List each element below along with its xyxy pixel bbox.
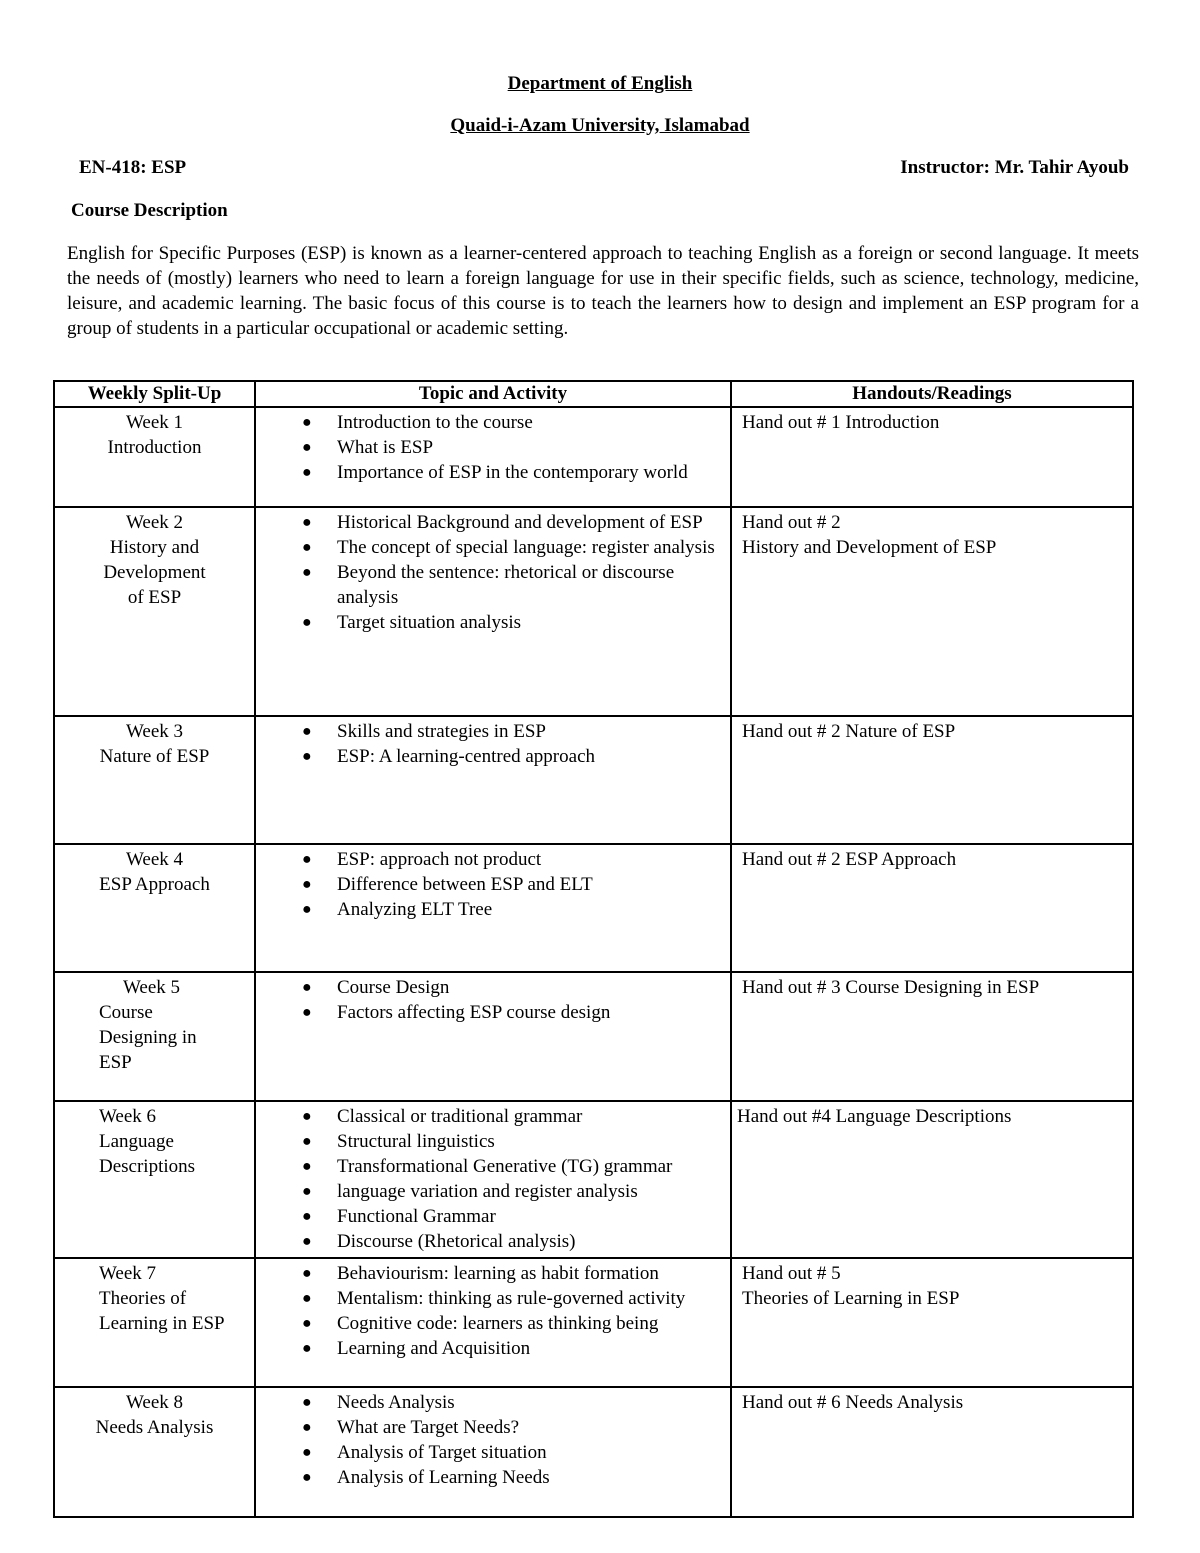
week-cell xyxy=(54,1387,255,1517)
week-cell xyxy=(54,407,255,507)
week-number: Week 2 xyxy=(125,512,184,533)
list-item: ● Course Design xyxy=(302,977,450,998)
handout-cell xyxy=(731,1258,1133,1387)
handout-line: Theories of Learning in ESP xyxy=(742,1288,960,1309)
table-row xyxy=(54,1101,1133,1258)
bullet-icon: ● xyxy=(302,1444,312,1461)
week-title: Needs Analysis xyxy=(95,1417,214,1438)
week-title: Nature of ESP xyxy=(99,746,210,767)
week-number: Week 5 xyxy=(123,977,181,998)
list-item: ● What is ESP xyxy=(302,437,434,458)
list-item: ● Analysis of Target situation xyxy=(302,1442,547,1463)
week-number: Week 6 xyxy=(99,1106,157,1127)
bullet-icon: ● xyxy=(302,514,312,531)
handout-cell xyxy=(731,407,1133,507)
handout-line: Hand out # 2 ESP Approach xyxy=(742,849,957,870)
list-item: ● Structural linguistics xyxy=(302,1131,495,1152)
week-cell xyxy=(54,1101,255,1258)
bullet-icon: ● xyxy=(302,979,312,996)
department-heading: Department of English xyxy=(507,73,693,94)
list-item: ● Classical or traditional grammar xyxy=(302,1106,583,1127)
topic-cell xyxy=(255,1387,731,1517)
handout-cell xyxy=(731,844,1133,972)
table-row xyxy=(54,1258,1133,1387)
week-cell xyxy=(54,507,255,716)
list-item: ● Analysis of Learning Needs xyxy=(302,1467,550,1488)
list-item: ● Beyond the sentence: rhetorical or discourse analysis xyxy=(302,562,675,608)
list-item: ● Learning and Acquisition xyxy=(302,1338,531,1359)
bullet-icon: ● xyxy=(302,1340,312,1357)
week-title: Theories of Learning in ESP xyxy=(99,1288,225,1334)
list-item: ● Functional Grammar xyxy=(302,1206,496,1227)
bullet-icon: ● xyxy=(302,1183,312,1200)
bullet-icon: ● xyxy=(302,748,312,765)
week-number: Week 4 xyxy=(125,849,184,870)
table-row xyxy=(54,844,1133,972)
course-description-heading: Course Description xyxy=(71,200,228,221)
table-header-row xyxy=(54,381,1133,407)
list-item: ● Skills and strategies in ESP xyxy=(302,721,546,742)
header-weekly-split-up: Weekly Split-Up xyxy=(54,381,255,407)
week-title: Introduction xyxy=(107,437,202,458)
topic-cell xyxy=(255,407,731,507)
handout-line: Hand out # 6 Needs Analysis xyxy=(742,1392,964,1413)
bullet-icon: ● xyxy=(302,1290,312,1307)
handout-line: Hand out # 2 xyxy=(742,512,841,533)
topic-cell xyxy=(255,716,731,844)
topic-cell xyxy=(255,1101,731,1258)
table-row xyxy=(54,1387,1133,1517)
bullet-icon: ● xyxy=(302,564,312,581)
table-row xyxy=(54,407,1133,507)
week-title: Language Descriptions xyxy=(99,1131,196,1177)
table-row xyxy=(54,507,1133,716)
bullet-icon: ● xyxy=(302,539,312,556)
bullet-icon: ● xyxy=(302,901,312,918)
handout-line: Hand out # 2 Nature of ESP xyxy=(742,721,956,742)
bullet-icon: ● xyxy=(302,439,312,456)
week-cell xyxy=(54,844,255,972)
bullet-icon: ● xyxy=(302,464,312,481)
week-cell xyxy=(54,1258,255,1387)
handout-line: Hand out # 3 Course Designing in ESP xyxy=(742,977,1040,998)
list-item: ● Analyzing ELT Tree xyxy=(302,899,493,920)
list-item: ● Target situation analysis xyxy=(302,612,522,633)
list-item: ● ESP: approach not product xyxy=(302,849,542,870)
topic-cell xyxy=(255,972,731,1101)
list-item: ● Needs Analysis xyxy=(302,1392,455,1413)
week-number: Week 1 xyxy=(125,412,184,433)
week-title: History and Development of ESP xyxy=(103,537,206,608)
handout-line: Hand out # 5 xyxy=(742,1263,841,1284)
instructor-name: Instructor: Mr. Tahir Ayoub xyxy=(900,157,1129,178)
week-number: Week 3 xyxy=(125,721,184,742)
list-item: ● Mentalism: thinking as rule-governed activity xyxy=(302,1288,686,1309)
list-item: ● language variation and register analysis xyxy=(302,1181,638,1202)
course-code: EN-418: ESP xyxy=(79,157,187,178)
bullet-icon: ● xyxy=(302,414,312,431)
list-item: ● What are Target Needs? xyxy=(302,1417,520,1438)
list-item: ● Importance of ESP in the contemporary world xyxy=(302,462,688,483)
bullet-icon: ● xyxy=(302,614,312,631)
week-cell xyxy=(54,972,255,1101)
course-info-line xyxy=(79,157,1129,179)
handout-line: History and Development of ESP xyxy=(742,537,997,558)
handout-cell xyxy=(731,972,1133,1101)
bullet-icon: ● xyxy=(302,1208,312,1225)
handout-cell xyxy=(731,716,1133,844)
header-handouts-readings: Handouts/Readings xyxy=(731,381,1133,407)
handout-line: Hand out #4 Language Descriptions xyxy=(737,1106,1012,1127)
bullet-icon: ● xyxy=(302,1315,312,1332)
header-topic-activity: Topic and Activity xyxy=(255,381,731,407)
bullet-icon: ● xyxy=(302,1419,312,1436)
weekly-schedule-table xyxy=(53,380,1134,1518)
week-cell xyxy=(54,716,255,844)
bullet-icon: ● xyxy=(302,1158,312,1175)
topic-cell xyxy=(255,844,731,972)
list-item: ● Historical Background and development of ESP xyxy=(302,512,703,533)
week-number: Week 7 xyxy=(99,1263,157,1284)
list-item: ● Cognitive code: learners as thinking being xyxy=(302,1313,659,1334)
bullet-icon: ● xyxy=(302,1004,312,1021)
bullet-icon: ● xyxy=(302,1233,312,1250)
bullet-icon: ● xyxy=(302,723,312,740)
handout-line: Hand out # 1 Introduction xyxy=(742,412,940,433)
topic-cell xyxy=(255,1258,731,1387)
handout-cell xyxy=(731,1101,1133,1258)
bullet-icon: ● xyxy=(302,876,312,893)
handout-cell xyxy=(731,1387,1133,1517)
bullet-icon: ● xyxy=(302,851,312,868)
bullet-icon: ● xyxy=(302,1133,312,1150)
table-row xyxy=(54,716,1133,844)
week-number: Week 8 xyxy=(125,1392,184,1413)
list-item: ● The concept of special language: register analysis xyxy=(302,537,715,558)
topic-cell xyxy=(255,507,731,716)
course-description-text: English for Specific Purposes (ESP) is known as a learner-centered approach to teaching English as a foreign or second language. It meets the needs of (mostly) learners who need to learn a foreign language for use in their specific fields, such as science, technology, medicine, leisure, and academic learning. The basic focus of this course is to teach the learners how to design and implement an ESP program for a group of students in a particular occupational or academic setting. xyxy=(67,243,1139,339)
week-title: Course Designing in ESP xyxy=(99,1002,197,1073)
table-row xyxy=(54,972,1133,1101)
bullet-icon: ● xyxy=(302,1265,312,1282)
handout-cell xyxy=(731,507,1133,716)
list-item: ● Factors affecting ESP course design xyxy=(302,1002,611,1023)
list-item: ● Behaviourism: learning as habit formation xyxy=(302,1263,659,1284)
university-heading: Quaid-i-Azam University, Islamabad xyxy=(450,115,750,136)
bullet-icon: ● xyxy=(302,1394,312,1411)
list-item: ● Difference between ESP and ELT xyxy=(302,874,593,895)
bullet-icon: ● xyxy=(302,1108,312,1125)
list-item: ● Transformational Generative (TG) grammar xyxy=(302,1156,673,1177)
list-item: ● Discourse (Rhetorical analysis) xyxy=(302,1231,576,1252)
list-item: ● Introduction to the course xyxy=(302,412,533,433)
list-item: ● ESP: A learning-centred approach xyxy=(302,746,596,767)
bullet-icon: ● xyxy=(302,1469,312,1486)
week-title: ESP Approach xyxy=(99,874,210,895)
